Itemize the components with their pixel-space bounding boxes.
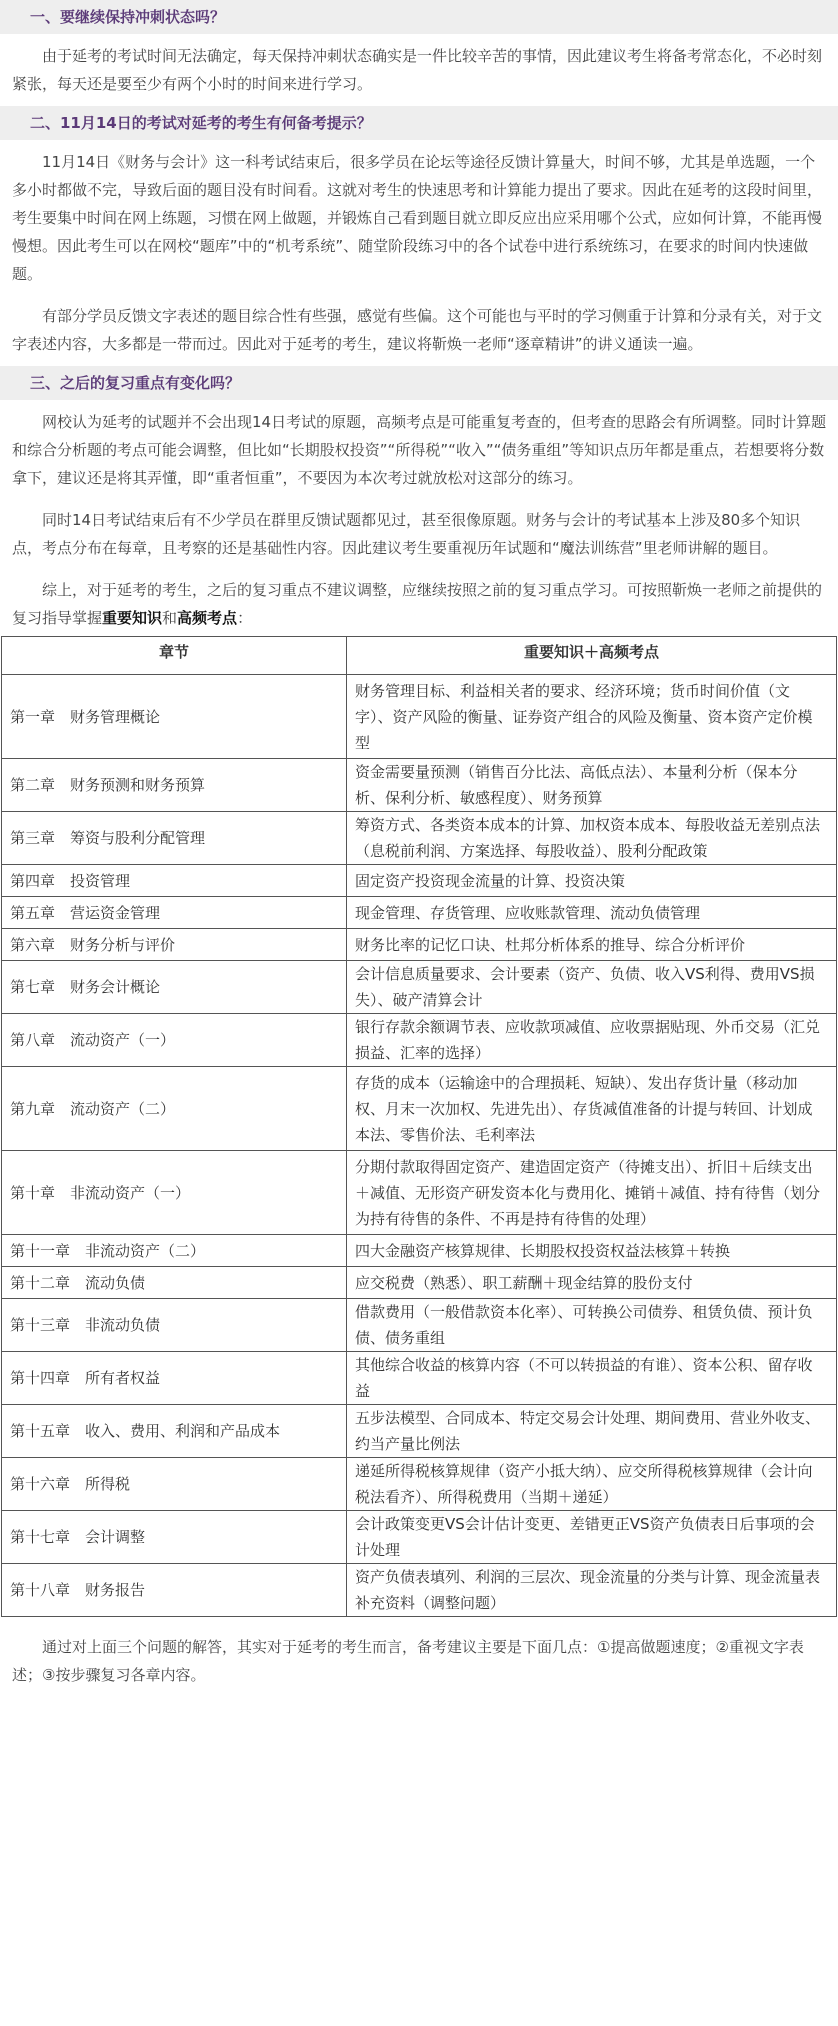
bold-high-frequency: 高频考点 bbox=[177, 609, 238, 627]
paragraph: 有部分学员反馈文字表述的题目综合性有些强，感觉有些偏。这个可能也与平时的学习侧重于计算和分录有关，对于文字表述内容，大多都是一带而过。因此对于延考的考生，建议将靳焕一老师“逐章精讲”的讲义通读一遍。 bbox=[12, 307, 823, 353]
table-row bbox=[2, 1235, 837, 1267]
table-row bbox=[2, 1564, 837, 1617]
section-heading: 二、11月14日的考试对延考的考生有何备考提示？ bbox=[0, 106, 838, 140]
key-points-cell: 财务管理目标、利益相关者的要求、经济环境；货币时间价值（文字）、资产风险的衡量、证券资产组合的风险及衡量、资本资产定价模型 bbox=[347, 675, 837, 759]
summary-end: ： bbox=[237, 609, 253, 627]
chapter-cell: 第三章 筹资与股利分配管理 bbox=[2, 812, 347, 865]
table-row bbox=[2, 1267, 837, 1299]
chapter-cell: 第十五章 收入、费用、利润和产品成本 bbox=[2, 1405, 347, 1458]
chapter-cell: 第十一章 非流动资产（二） bbox=[2, 1235, 347, 1267]
chapter-cell: 第八章 流动资产（一） bbox=[2, 1014, 347, 1067]
table-body bbox=[2, 675, 837, 1617]
paragraph: 由于延考的考试时间无法确定，每天保持冲刺状态确实是一件比较辛苦的事情，因此建议考生将备考常态化，不必时刻紧张，每天还是要至少有两个小时的时间来进行学习。 bbox=[12, 47, 823, 93]
chapter-cell: 第十七章 会计调整 bbox=[2, 1511, 347, 1564]
key-points-cell: 筹资方式、各类资本成本的计算、加权资本成本、每股收益无差别点法（息税前利润、方案选择、每股收益）、股利分配政策 bbox=[347, 812, 837, 865]
key-points-cell: 递延所得税核算规律（资产小抵大纳）、应交所得税核算规律（会计向税法看齐）、所得税费用（当期＋递延） bbox=[347, 1458, 837, 1511]
key-points-cell: 会计信息质量要求、会计要素（资产、负债、收入VS利得、费用VS损失）、破产清算会计 bbox=[347, 961, 837, 1014]
table-row bbox=[2, 675, 837, 759]
chapter-cell: 第五章 营运资金管理 bbox=[2, 897, 347, 929]
table-row bbox=[2, 1067, 837, 1151]
table-row bbox=[2, 1511, 837, 1564]
table-row bbox=[2, 1299, 837, 1352]
key-points-cell: 应交税费（熟悉）、职工薪酬＋现金结算的股份支付 bbox=[347, 1267, 837, 1299]
chapter-cell: 第十二章 流动负债 bbox=[2, 1267, 347, 1299]
table-row bbox=[2, 929, 837, 961]
summary-and: 和 bbox=[162, 609, 178, 627]
table-row bbox=[2, 865, 837, 897]
chapter-cell: 第四章 投资管理 bbox=[2, 865, 347, 897]
column-header-chapter: 章节 bbox=[2, 637, 347, 675]
key-points-cell: 借款费用（一般借款资本化率）、可转换公司债券、租赁负债、预计负债、债务重组 bbox=[347, 1299, 837, 1352]
section-heading: 一、要继续保持冲刺状态吗？ bbox=[0, 0, 838, 34]
summary-text: 综上，对于延考的考生，之后的复习重点不建议调整，应继续按照之前的复习重点学习。可按照靳焕一老师之前提供的复习指导掌握 bbox=[12, 581, 823, 627]
key-points-cell: 存货的成本（运输途中的合理损耗、短缺）、发出存货计量（移动加权、月末一次加权、先进先出）、存货减值准备的计提与转回、计划成本法、零售价法、毛利率法 bbox=[347, 1067, 837, 1151]
chapter-cell: 第六章 财务分析与评价 bbox=[2, 929, 347, 961]
chapter-cell: 第十三章 非流动负债 bbox=[2, 1299, 347, 1352]
paragraph: 11月14日《财务与会计》这一科考试结束后，很多学员在论坛等途径反馈计算量大，时间不够，尤其是单选题，一个多小时都做不完，导致后面的题目没有时间看。这就对考生的快速思考和计算能力提出了要求。因此在延考的这段时间里，考生要集中时间在网上练题，习惯在网上做题，并锻炼自己看到题目就立即反应出应采用哪个公式，应如何计算，不能再慢慢想。因此考生可以在网校“题库”中的“机考系统”、随堂阶段练习中的各个试卷中进行系统练习，在要求的时间内快速做题。 bbox=[12, 153, 823, 283]
table-row bbox=[2, 1352, 837, 1405]
table-row bbox=[2, 1458, 837, 1511]
table-row bbox=[2, 897, 837, 929]
key-points-cell: 银行存款余额调节表、应收款项减值、应收票据贴现、外币交易（汇兑损益、汇率的选择） bbox=[347, 1014, 837, 1067]
column-header-points: 重要知识＋高频考点 bbox=[347, 637, 837, 675]
chapter-cell: 第七章 财务会计概论 bbox=[2, 961, 347, 1014]
key-points-cell: 财务比率的记忆口诀、杜邦分析体系的推导、综合分析评价 bbox=[347, 929, 837, 961]
paragraph: 同时14日考试结束后有不少学员在群里反馈试题都见过，甚至很像原题。财务与会计的考试基本上涉及80多个知识点，考点分布在每章，且考察的还是基础性内容。因此建议考生要重视历年试题和“魔法训练营”里老师讲解的题目。 bbox=[12, 511, 801, 557]
table-row bbox=[2, 759, 837, 812]
key-points-cell: 其他综合收益的核算内容（不可以转损益的有谁）、资本公积、留存收益 bbox=[347, 1352, 837, 1405]
key-points-cell: 资产负债表填列、利润的三层次、现金流量的分类与计算、现金流量表补充资料（调整问题） bbox=[347, 1564, 837, 1617]
key-points-cell: 现金管理、存货管理、应收账款管理、流动负债管理 bbox=[347, 897, 837, 929]
key-points-cell: 固定资产投资现金流量的计算、投资决策 bbox=[347, 865, 837, 897]
table-row bbox=[2, 961, 837, 1014]
chapter-cell: 第十四章 所有者权益 bbox=[2, 1352, 347, 1405]
key-points-cell: 会计政策变更VS会计估计变更、差错更正VS资产负债表日后事项的会计处理 bbox=[347, 1511, 837, 1564]
key-points-cell: 资金需要量预测（销售百分比法、高低点法）、本量利分析（保本分析、保利分析、敏感程度）、财务预算 bbox=[347, 759, 837, 812]
chapter-cell: 第十章 非流动资产（一） bbox=[2, 1151, 347, 1235]
chapter-cell: 第二章 财务预测和财务预算 bbox=[2, 759, 347, 812]
key-points-cell: 分期付款取得固定资产、建造固定资产（待摊支出）、折旧＋后续支出＋减值、无形资产研发资本化与费用化、摊销＋减值、持有待售（划分为持有待售的条件、不再是持有待售的处理） bbox=[347, 1151, 837, 1235]
table-row bbox=[2, 1014, 837, 1067]
conclusion-paragraph: 通过对上面三个问题的解答，其实对于延考的考生而言，备考建议主要是下面几点：①提高做题速度；②重视文字表述；③按步骤复习各章内容。 bbox=[12, 1638, 804, 1684]
table-row bbox=[2, 1405, 837, 1458]
paragraph: 网校认为延考的试题并不会出现14日考试的原题，高频考点是可能重复考查的，但考查的思路会有所调整。同时计算题和综合分析题的考点可能会调整，但比如“长期股权投资”“所得税”“收入”“债务重组”等知识点历年都是重点，若想要将分数拿下，建议还是将其弄懂，即“重者恒重”，不要因为本次考过就放松对这部分的练习。 bbox=[12, 413, 827, 487]
bold-important-knowledge: 重要知识 bbox=[102, 609, 163, 627]
knowledge-table bbox=[1, 636, 837, 1617]
table-row bbox=[2, 812, 837, 865]
chapter-cell: 第九章 流动资产（二） bbox=[2, 1067, 347, 1151]
chapter-cell: 第一章 财务管理概论 bbox=[2, 675, 347, 759]
chapter-cell: 第十六章 所得税 bbox=[2, 1458, 347, 1511]
section-heading: 三、之后的复习重点有变化吗？ bbox=[0, 366, 838, 400]
table-row bbox=[2, 1151, 837, 1235]
chapter-cell: 第十八章 财务报告 bbox=[2, 1564, 347, 1617]
table-header-row bbox=[2, 637, 837, 675]
key-points-cell: 四大金融资产核算规律、长期股权投资权益法核算＋转换 bbox=[347, 1235, 837, 1267]
key-points-cell: 五步法模型、合同成本、特定交易会计处理、期间费用、营业外收支、约当产量比例法 bbox=[347, 1405, 837, 1458]
summary-paragraph bbox=[12, 576, 838, 632]
